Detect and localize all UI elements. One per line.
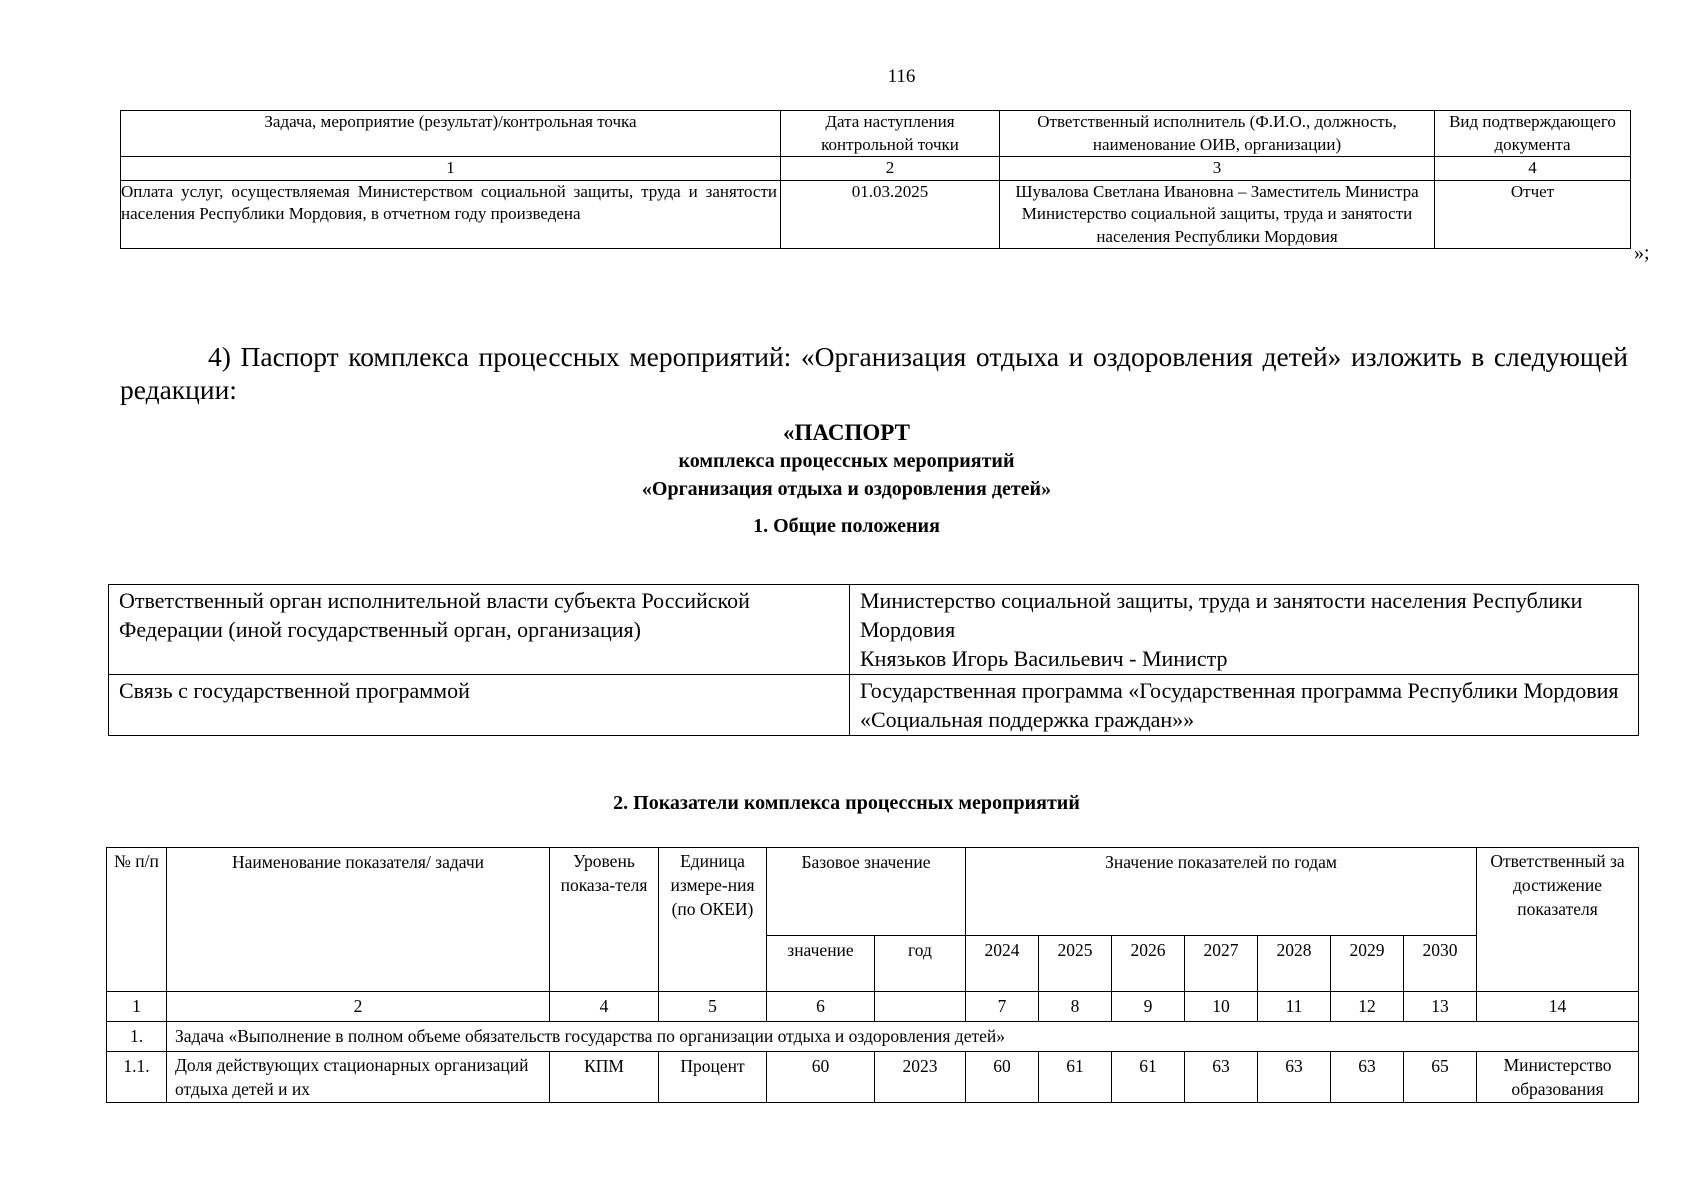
responsible-cell <box>1000 180 1435 249</box>
col-num: 8 <box>1039 992 1112 1022</box>
year-value: 65 <box>1404 1052 1477 1103</box>
responsible-body-value <box>850 585 1639 675</box>
header-year: 2030 <box>1404 936 1477 992</box>
col-num: 4 <box>550 992 659 1022</box>
header-unit: Единица измере-ния (по ОКЕИ) <box>659 848 767 992</box>
page-number: 116 <box>887 66 916 87</box>
year-value: 60 <box>966 1052 1039 1103</box>
ministry-name: Министерство социальной защиты, труда и занятости населения Республики Мордовия <box>860 588 1583 642</box>
col-num: 13 <box>1404 992 1477 1022</box>
header-task: Задача, мероприятие (результат)/контрольная точка <box>121 111 781 157</box>
year-value: 63 <box>1331 1052 1404 1103</box>
task-row <box>107 1022 1639 1052</box>
table-header-row <box>121 111 1631 157</box>
general-provisions-table <box>108 584 1639 736</box>
table-row <box>109 585 1639 675</box>
col-num: 11 <box>1258 992 1331 1022</box>
col-num: 14 <box>1477 992 1639 1022</box>
header-responsible: Ответственный исполнитель (Ф.И.О., должность, наименование ОИВ, организации) <box>1000 111 1435 157</box>
task-num: 1. <box>107 1022 167 1052</box>
year-value: 61 <box>1112 1052 1185 1103</box>
col-num: 3 <box>1000 157 1435 181</box>
passport-subtitle: комплекса процессных мероприятий <box>678 450 1015 472</box>
header-year: 2024 <box>966 936 1039 992</box>
header-base-year: год <box>875 936 966 992</box>
task-cell: Оплата услуг, осуществляемая Министерством социальной защиты, труда и занятости населения Республики Мордовия, в отчетном году произведена <box>121 180 781 249</box>
row-num: 1.1. <box>107 1052 167 1103</box>
col-num: 4 <box>1435 157 1631 181</box>
table-row <box>107 1052 1639 1103</box>
table-header-row <box>107 848 1639 936</box>
responsible-body-label: Ответственный орган исполнительной власти субъекта Российской Федерации (иной государственный орган, организация) <box>109 585 850 675</box>
header-years: Значение показателей по годам <box>966 848 1477 936</box>
col-num: 2 <box>781 157 1000 181</box>
col-num: 1 <box>107 992 167 1022</box>
column-number-row <box>107 992 1639 1022</box>
col-num: 6 <box>767 992 875 1022</box>
program-link-value: Государственная программа «Государственная программа Республики Мордовия «Социальная поддержка граждан»» <box>850 675 1639 736</box>
task-text: Задача «Выполнение в полном объеме обязательств государства по организации отдыха и оздоровления детей» <box>167 1022 1639 1052</box>
responsible-person: Шувалова Светлана Ивановна – Заместитель Министра <box>1015 181 1419 201</box>
control-points-table <box>120 110 1631 249</box>
section-1-heading: 1. Общие положения <box>753 515 940 537</box>
table-row <box>121 180 1631 249</box>
col-num: 1 <box>121 157 781 181</box>
responsible-ministry: Министерство образования <box>1477 1052 1639 1103</box>
year-value: 61 <box>1039 1052 1112 1103</box>
col-num: 5 <box>659 992 767 1022</box>
col-num: 2 <box>167 992 550 1022</box>
responsible-org: Министерство социальной защиты, труда и занятости населения Республики Мордовия <box>1021 204 1413 246</box>
program-link-label: Связь с государственной программой <box>109 675 850 736</box>
instruction-paragraph: 4) Паспорт комплекса процессных мероприятий: «Организация отдыха и оздоровления детей» изложить в следующей редакции: <box>120 341 1628 405</box>
base-value: 60 <box>767 1052 875 1103</box>
minister-name: Князьков Игорь Васильевич - Министр <box>860 646 1228 671</box>
header-year: 2027 <box>1185 936 1258 992</box>
col-num: 12 <box>1331 992 1404 1022</box>
section-2-heading: 2. Показатели комплекса процессных мероприятий <box>613 792 1080 814</box>
year-value: 63 <box>1185 1052 1258 1103</box>
date-cell: 01.03.2025 <box>781 180 1000 249</box>
header-level: Уровень показа-теля <box>550 848 659 992</box>
column-number-row <box>121 157 1631 181</box>
header-responsible: Ответственный за достижение показателя <box>1477 848 1639 992</box>
document-cell: Отчет <box>1435 180 1631 249</box>
base-year: 2023 <box>875 1052 966 1103</box>
table-row <box>109 675 1639 736</box>
header-base: Базовое значение <box>767 848 966 936</box>
year-value: 63 <box>1258 1052 1331 1103</box>
indicators-table <box>106 847 1639 1103</box>
col-num: 7 <box>966 992 1039 1022</box>
header-num: № п/п <box>107 848 167 992</box>
header-name: Наименование показателя/ задачи <box>167 848 550 992</box>
header-year: 2028 <box>1258 936 1331 992</box>
indicator-name: Доля действующих стационарных организаций отдыха детей и их <box>167 1052 550 1103</box>
header-year: 2029 <box>1331 936 1404 992</box>
col-num: 9 <box>1112 992 1185 1022</box>
indicator-level: КПМ <box>550 1052 659 1103</box>
passport-name: «Организация отдыха и оздоровления детей» <box>641 478 1052 500</box>
header-base-value: значение <box>767 936 875 992</box>
header-date: Дата наступления контрольной точки <box>781 111 1000 157</box>
col-num: 10 <box>1185 992 1258 1022</box>
passport-title: «ПАСПОРТ <box>783 420 910 445</box>
header-year: 2025 <box>1039 936 1112 992</box>
indicator-unit: Процент <box>659 1052 767 1103</box>
closing-quote: »; <box>1634 242 1650 264</box>
col-num <box>875 992 966 1022</box>
header-year: 2026 <box>1112 936 1185 992</box>
header-document: Вид подтверждающего документа <box>1435 111 1631 157</box>
